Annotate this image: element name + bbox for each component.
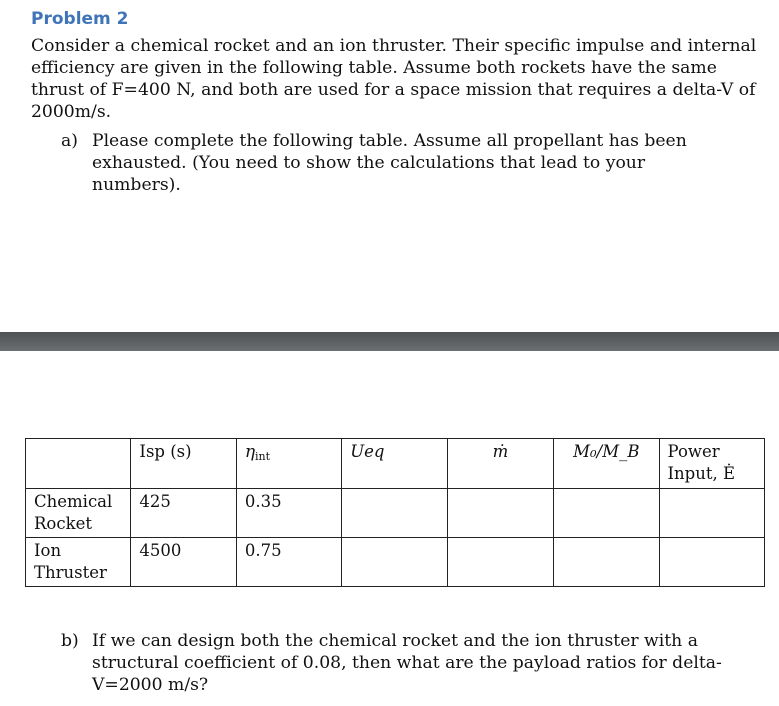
- eta-symbol: η: [244, 442, 256, 462]
- mdot-symbol: ṁ: [492, 442, 509, 461]
- table-row: [26, 489, 765, 538]
- row-name: Ion Thruster: [26, 538, 131, 587]
- header-eta-int: [236, 439, 341, 489]
- header-mdot: [447, 439, 553, 489]
- cell-ueq: [342, 538, 447, 587]
- cell-mass-ratio: [554, 538, 659, 587]
- cell-power: [659, 538, 764, 587]
- table-header-row: [26, 439, 765, 489]
- cell-mass-ratio: [554, 489, 659, 538]
- row-name: Chemical Rocket: [26, 489, 131, 538]
- part-b: [61, 630, 761, 700]
- header-power-input: Power Input, Ė: [659, 439, 764, 489]
- part-a-text: Please complete the following table. Assume all propellant has been exhausted. (You need to show the calculations that lead to your numbers).: [92, 131, 687, 195]
- table-row: [26, 538, 765, 587]
- cell-eta: 0.35: [236, 489, 341, 538]
- mass-ratio-symbol: M₀/M_B: [573, 442, 640, 461]
- header-empty-cell: [26, 439, 131, 489]
- cell-isp: 425: [131, 489, 236, 538]
- cell-ueq: [342, 489, 447, 538]
- part-a: [61, 130, 761, 195]
- header-mass-ratio: [554, 439, 659, 489]
- header-isp: Isp (s): [131, 439, 236, 489]
- cell-power: [659, 489, 764, 538]
- cell-mdot: [447, 538, 553, 587]
- part-a-label: a): [61, 131, 78, 151]
- results-table: [25, 438, 765, 587]
- page-divider: [0, 332, 779, 351]
- eta-subscript: int: [255, 450, 271, 463]
- part-b-text: If we can design both the chemical rocket and the ion thruster with a structural coefficient of 0.08, then what are the payload ratios for delta-V=2000 m/s?: [92, 631, 722, 695]
- cell-eta: 0.75: [236, 538, 341, 587]
- cell-isp: 4500: [131, 538, 236, 587]
- cell-mdot: [447, 489, 553, 538]
- problem-heading: Problem 2: [31, 9, 129, 29]
- header-ueq: [342, 439, 447, 489]
- part-b-label: b): [61, 631, 79, 651]
- ueq-symbol: Ueq: [350, 442, 385, 461]
- problem-intro: Consider a chemical rocket and an ion thruster. Their specific impulse and internal efficiency are given in the following table. Assume both rockets have the same thrust of F=400 N, and both are used for a space mission that requires a delta-V of 2000m/s.: [31, 36, 757, 122]
